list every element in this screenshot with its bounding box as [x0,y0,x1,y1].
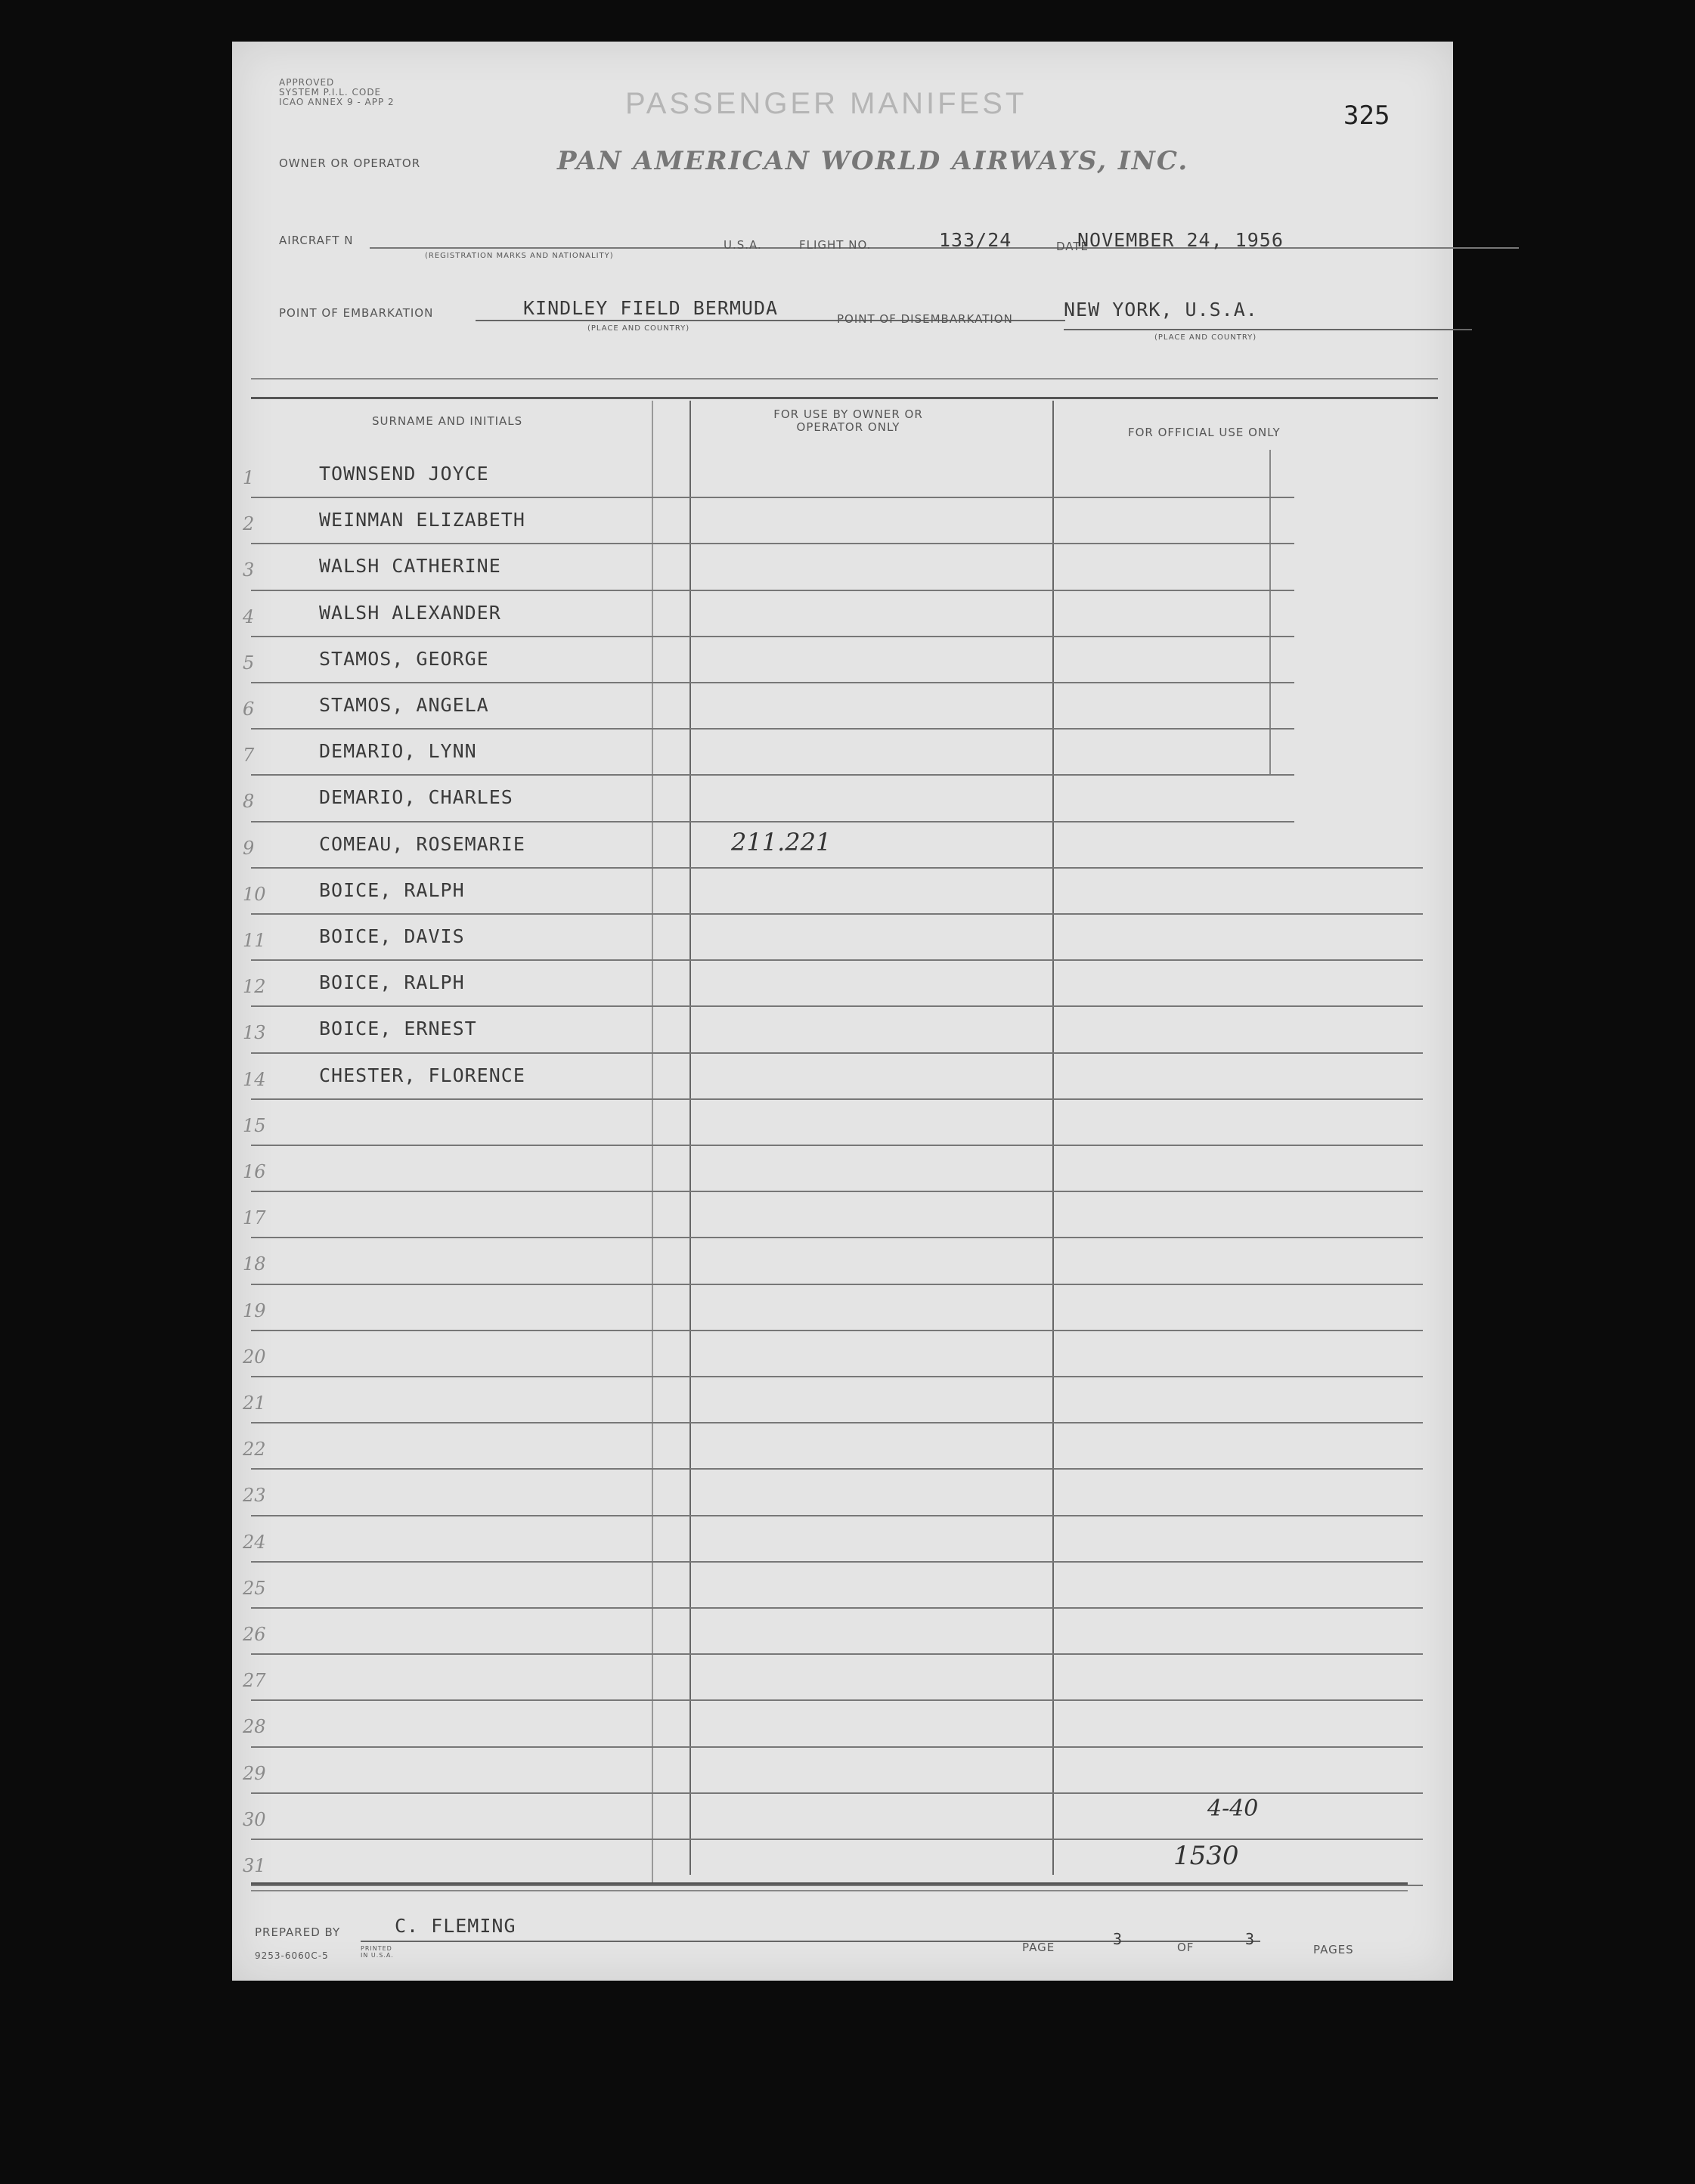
approval-line: ICAO ANNEX 9 - APP 2 [279,97,395,107]
embark-sub: (PLACE AND COUNTRY) [587,324,690,333]
row-number: 29 [243,1762,266,1784]
row-number: 24 [243,1531,266,1553]
row-number: 19 [243,1300,266,1321]
row-number: 9 [243,837,255,859]
row-number: 20 [243,1346,266,1368]
disembark-underline [1064,329,1472,330]
manifest-sheet [232,42,1453,1981]
row-number: 27 [243,1670,266,1692]
passenger-name: CHESTER, FLORENCE [319,1064,525,1086]
row-number: 4 [243,606,255,627]
row-rule [251,1422,1423,1423]
prepared-value: C. FLEMING [395,1915,516,1937]
disembark-sub: (PLACE AND COUNTRY) [1154,333,1257,342]
col-owner-header: FOR USE BY OWNER OR OPERATOR ONLY [773,407,923,434]
row-number: 28 [243,1716,266,1738]
manifest-title: PASSENGER MANIFEST [625,87,1027,120]
form-code: 9253-6060C-5 [255,1950,329,1961]
row-rule [251,1284,1423,1285]
row-number: 10 [243,883,266,905]
row-rule [251,1699,1423,1701]
embark-label: POINT OF EMBARKATION [279,306,434,320]
approval-line: SYSTEM P.I.L. CODE [279,87,382,98]
row-rule [251,867,1423,869]
passenger-name: BOICE, RALPH [319,878,465,901]
row-number: 14 [243,1068,266,1090]
row-number: 15 [243,1114,266,1136]
table-rule-bottom-2 [251,1890,1408,1891]
owner-label: OWNER OR OPERATOR [279,156,421,170]
page-stamp: 325 [1343,101,1390,131]
passenger-name: STAMOS, GEORGE [319,647,489,670]
prepared-label: PREPARED BY [255,1925,341,1939]
row-number: 30 [243,1808,266,1830]
owner-note: 211.221 [731,828,832,857]
of-value: 3 [1245,1930,1256,1948]
flight-value: 133/24 [939,229,1012,251]
passenger-name: WALSH CATHERINE [319,555,501,578]
col-official-header: FOR OFFICIAL USE ONLY [1128,426,1281,439]
row-number: 31 [243,1855,266,1876]
row-number: 11 [243,930,266,951]
row-rule [251,959,1423,961]
page-label: PAGE [1022,1941,1055,1954]
row-number: 1 [243,467,255,488]
row-rule [251,1098,1423,1100]
of-label: OF [1177,1941,1195,1954]
row-rule [251,1561,1423,1563]
passenger-name: BOICE, DAVIS [319,925,465,947]
row-rule [251,1468,1423,1470]
row-number: 22 [243,1439,266,1461]
row-rule [251,1376,1423,1377]
row-rule [251,1052,1423,1054]
passenger-name: DEMARIO, CHARLES [319,786,513,809]
row-rule [251,913,1423,915]
row-number: 25 [243,1577,266,1599]
aircraft-sub: (REGISTRATION MARKS AND NATIONALITY) [425,252,614,260]
passenger-name: BOICE, RALPH [319,971,465,994]
owner-value: PAN AMERICAN WORLD AIRWAYS, INC. [557,146,1189,176]
row-rule [251,1191,1423,1192]
row-rule [251,774,1294,776]
row-number: 3 [243,559,255,581]
row-number: 13 [243,1022,266,1044]
row-rule [251,543,1294,544]
row-rule [251,1607,1423,1609]
col-surname-header: SURNAME AND INITIALS [372,414,523,428]
row-rule [251,1145,1423,1146]
passenger-name: DEMARIO, LYNN [319,740,477,763]
passenger-name: BOICE, ERNEST [319,1018,477,1040]
date-value: NOVEMBER 24, 1956 [1077,229,1284,251]
row-rule [251,1885,1423,1886]
row-rule [251,821,1294,822]
column-divider-faint [652,401,653,1882]
row-number: 2 [243,513,255,535]
row-number: 26 [243,1624,266,1645]
row-rule [251,1792,1423,1794]
passenger-name: COMEAU, ROSEMARIE [319,832,525,855]
embark-value: KINDLEY FIELD BERMUDA [523,297,779,319]
passenger-name: WALSH ALEXANDER [319,601,501,624]
passenger-name: WEINMAN ELIZABETH [319,509,525,531]
row-number: 8 [243,791,255,813]
row-number: 6 [243,699,255,720]
row-rule [251,1005,1423,1007]
row-rule [251,1237,1423,1238]
date-label: DATE [1056,240,1089,253]
official-inner-divider [1269,450,1271,775]
row-number: 17 [243,1207,266,1229]
row-number: 12 [243,976,266,998]
approval-block [279,78,395,107]
row-rule [251,1839,1423,1840]
passenger-name: STAMOS, ANGELA [319,694,489,716]
usa-label: U.S.A. [724,238,762,252]
row-rule [251,682,1294,683]
official-note-1: 4-40 [1207,1795,1259,1822]
row-rule [251,728,1294,730]
row-number: 21 [243,1392,266,1414]
row-rule [251,1515,1423,1516]
disembark-label: POINT OF DISEMBARKATION [837,312,1013,326]
row-rule [251,636,1294,637]
row-number: 23 [243,1485,266,1507]
table-rule-top [251,378,1438,379]
row-rule [251,590,1294,591]
approval-line: APPROVED [279,77,335,88]
row-number: 7 [243,745,255,767]
printed-in: PRINTED IN U.S.A. [361,1945,394,1959]
row-rule [251,1746,1423,1748]
flight-label: FLIGHT NO. [799,238,872,252]
row-rule [251,1330,1423,1331]
table-rule-header [251,397,1438,399]
pages-label: PAGES [1313,1943,1354,1956]
aircraft-label: AIRCRAFT N [279,234,354,247]
official-note-2: 1530 [1173,1841,1239,1871]
table-rule-bottom [251,1882,1408,1885]
row-rule [251,497,1294,498]
row-number: 5 [243,652,255,674]
row-rule [251,1653,1423,1655]
passenger-name: TOWNSEND JOYCE [319,463,489,485]
disembark-value: NEW YORK, U.S.A. [1064,299,1258,321]
page-value: 3 [1113,1930,1123,1948]
row-number: 16 [243,1161,266,1182]
row-number: 18 [243,1253,266,1275]
prepared-underline [361,1941,1260,1942]
